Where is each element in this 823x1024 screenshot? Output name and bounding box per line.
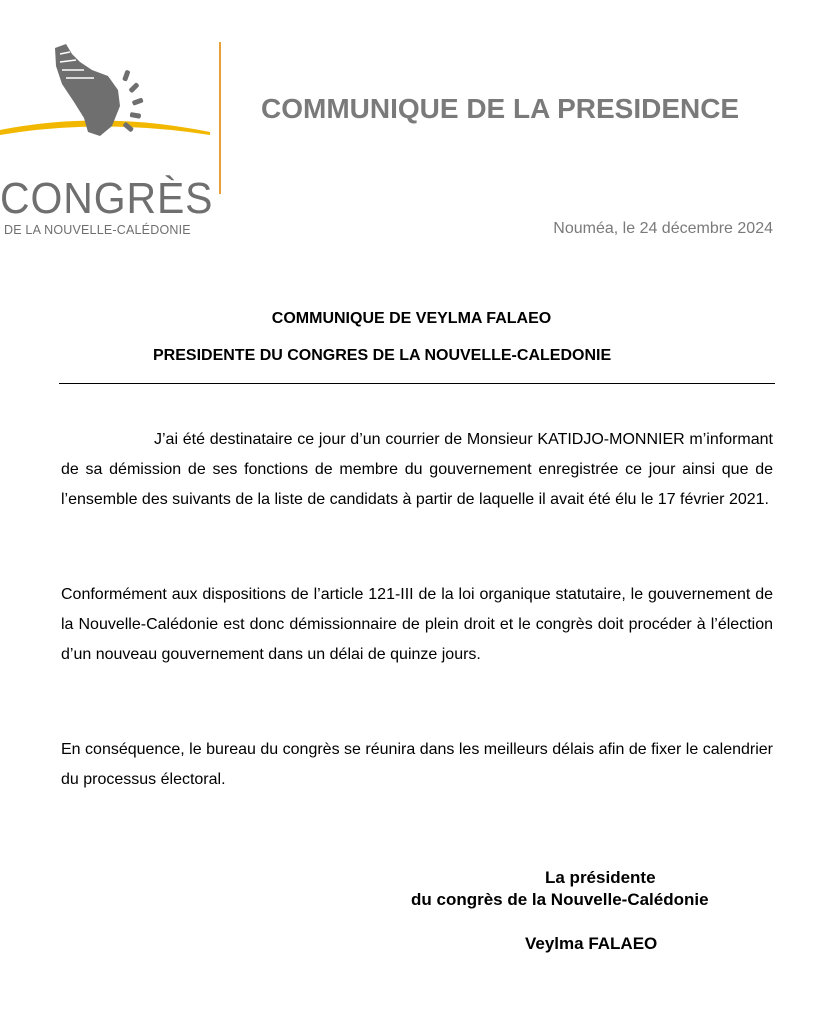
divider <box>59 383 775 384</box>
paragraph-2: Conformément aux dispositions de l’article 121-III de la loi organique statutaire, le gouvernement de la Nouvelle-Calédonie est donc démissionnaire de plein droit et le congrès doit procéder à l’élection d’un nouveau gouvernement dans un délai de quinze jours. <box>61 586 773 663</box>
paragraph-3: En conséquence, le bureau du congrès se réunira dans les meilleurs délais afin de fixer le calendrier du processus électoral. <box>61 741 773 788</box>
logo-divider <box>219 42 221 194</box>
paragraph-1: J’ai été destinataire ce jour d’un courrier de Monsieur KATIDJO-MONNIER m’informant de sa démission de ses fonctions de membre du gouvernement enregistrée ce jour ainsi que de l’ensemble des suivants de la liste de candidats à partir de laquelle il avait été élu le 17 février 2021. <box>61 431 773 508</box>
logo-subtitle: DE LA NOUVELLE-CALÉDONIE <box>4 223 191 237</box>
subject-line-1: COMMUNIQUE DE VEYLMA FALAEO <box>271 310 552 327</box>
congres-logo <box>0 40 225 237</box>
shell-icon <box>0 40 215 140</box>
signature-org: du congrès de la Nouvelle-Calédonie <box>411 890 709 909</box>
signature-name: Veylma FALAEO <box>525 934 658 953</box>
logo-wordmark: CONGRÈS <box>0 174 214 223</box>
header-title: COMMUNIQUE DE LA PRESIDENCE <box>261 93 740 124</box>
subject-line-2: PRESIDENTE DU CONGRES DE LA NOUVELLE-CALEDONIE <box>153 347 612 364</box>
document-date: Nouméa, le 24 décembre 2024 <box>553 220 773 237</box>
signature-title: La présidente <box>545 868 656 887</box>
